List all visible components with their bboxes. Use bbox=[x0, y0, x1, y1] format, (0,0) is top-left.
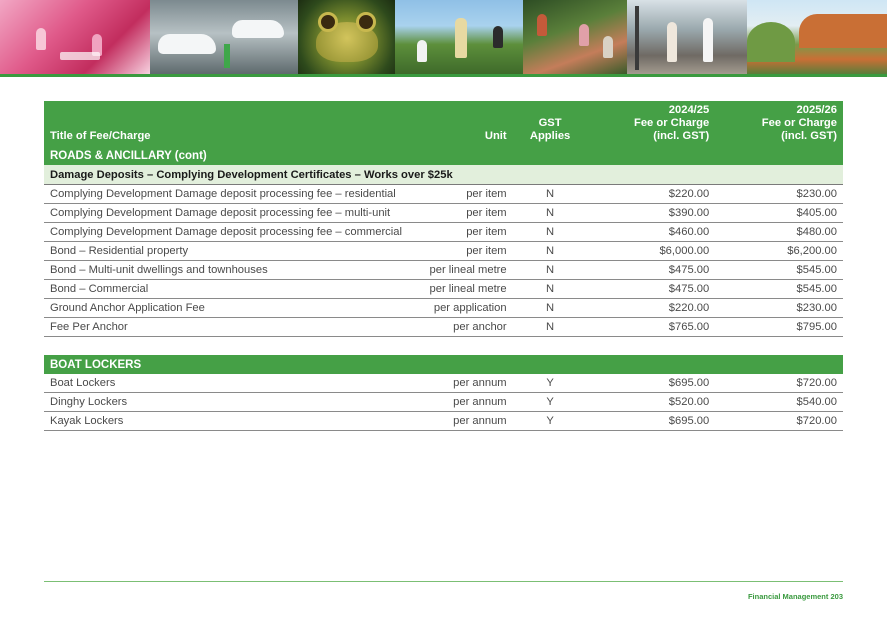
fee-title-cell: Ground Anchor Application Fee bbox=[44, 299, 413, 318]
gst-cell: N bbox=[513, 261, 588, 280]
section-heading-row bbox=[44, 146, 843, 165]
fee-2024-25-cell: $520.00 bbox=[588, 393, 716, 412]
car-shape bbox=[232, 20, 284, 38]
header-fee-2025-26: 2025/26 Fee or Charge (incl. GST) bbox=[715, 101, 843, 146]
tower-blocks-shape bbox=[455, 18, 467, 58]
children-reading-photo bbox=[0, 0, 150, 74]
fee-2025-26-cell: $230.00 bbox=[715, 299, 843, 318]
subsection-heading: Damage Deposits – Complying Development Certificates – Works over $25k bbox=[44, 165, 843, 185]
child-figure bbox=[36, 28, 46, 50]
section-heading: ROADS & ANCILLARY (cont) bbox=[44, 146, 843, 165]
fee-2025-26-cell: $720.00 bbox=[715, 374, 843, 393]
gst-cell: N bbox=[513, 223, 588, 242]
unit-cell: per lineal metre bbox=[413, 261, 513, 280]
header-gst: GST Applies bbox=[513, 101, 588, 146]
building-shape bbox=[799, 14, 887, 48]
fee-2024-25-cell: $220.00 bbox=[588, 185, 716, 204]
fee-2025-26-cell: $405.00 bbox=[715, 204, 843, 223]
gst-cell: N bbox=[513, 318, 588, 337]
fee-2024-25-cell: $475.00 bbox=[588, 261, 716, 280]
gst-cell: Y bbox=[513, 393, 588, 412]
adult-figure bbox=[493, 26, 503, 48]
unit-cell: per application bbox=[413, 299, 513, 318]
header-title: Title of Fee/Charge bbox=[44, 101, 413, 146]
table-row bbox=[44, 204, 843, 223]
table-row bbox=[44, 393, 843, 412]
tree-shape bbox=[747, 22, 795, 62]
table-row bbox=[44, 223, 843, 242]
section-spacer bbox=[44, 337, 843, 356]
unit-cell: per annum bbox=[413, 393, 513, 412]
table-row bbox=[44, 374, 843, 393]
section-heading: BOAT LOCKERS bbox=[44, 355, 843, 374]
gst-cell: N bbox=[513, 185, 588, 204]
fee-2025-26-cell: $720.00 bbox=[715, 412, 843, 431]
table-row bbox=[44, 412, 843, 431]
fee-2025-26-cell: $795.00 bbox=[715, 318, 843, 337]
gst-cell: N bbox=[513, 242, 588, 261]
unit-cell: per item bbox=[413, 242, 513, 261]
gst-cell: Y bbox=[513, 374, 588, 393]
fee-2024-25-cell: $765.00 bbox=[588, 318, 716, 337]
community-gardening-photo bbox=[523, 0, 627, 74]
street-walkers-photo bbox=[627, 0, 747, 74]
child-figure bbox=[417, 40, 427, 62]
frog-eye-shape bbox=[318, 12, 338, 32]
fees-table bbox=[44, 101, 843, 431]
book-shape bbox=[60, 52, 100, 60]
unit-cell: per lineal metre bbox=[413, 280, 513, 299]
table-row bbox=[44, 242, 843, 261]
fee-2025-26-cell: $480.00 bbox=[715, 223, 843, 242]
unit-cell: per item bbox=[413, 223, 513, 242]
pole-shape bbox=[635, 6, 639, 70]
table-header bbox=[44, 101, 843, 146]
fee-title-cell: Bond – Commercial bbox=[44, 280, 413, 299]
gst-cell: N bbox=[513, 280, 588, 299]
fee-title-cell: Complying Development Damage deposit processing fee – residential bbox=[44, 185, 413, 204]
fee-title-cell: Fee Per Anchor bbox=[44, 318, 413, 337]
table-row bbox=[44, 299, 843, 318]
table-row bbox=[44, 261, 843, 280]
unit-cell: per item bbox=[413, 204, 513, 223]
fee-2025-26-cell: $545.00 bbox=[715, 261, 843, 280]
header-unit: Unit bbox=[413, 101, 513, 146]
fee-title-cell: Complying Development Damage deposit processing fee – commercial bbox=[44, 223, 413, 242]
fee-2024-25-cell: $475.00 bbox=[588, 280, 716, 299]
person-figure bbox=[603, 36, 613, 58]
fee-title-cell: Complying Development Damage deposit processing fee – multi-unit bbox=[44, 204, 413, 223]
electric-car-charging-photo bbox=[150, 0, 298, 74]
fee-title-cell: Kayak Lockers bbox=[44, 412, 413, 431]
fee-2024-25-cell: $695.00 bbox=[588, 412, 716, 431]
unit-cell: per item bbox=[413, 185, 513, 204]
fee-2024-25-cell: $6,000.00 bbox=[588, 242, 716, 261]
table-row bbox=[44, 280, 843, 299]
gst-cell: N bbox=[513, 204, 588, 223]
header-fee-2024-25: 2024/25 Fee or Charge (incl. GST) bbox=[588, 101, 716, 146]
fee-title-cell: Bond – Multi-unit dwellings and townhouses bbox=[44, 261, 413, 280]
outdoor-building-photo bbox=[747, 0, 887, 74]
footer-divider bbox=[44, 581, 843, 582]
frog-eye-shape bbox=[356, 12, 376, 32]
section-roads-ancillary bbox=[44, 146, 843, 337]
gst-cell: N bbox=[513, 299, 588, 318]
unit-cell: per anchor bbox=[413, 318, 513, 337]
fee-2025-26-cell: $545.00 bbox=[715, 280, 843, 299]
photo-banner bbox=[0, 0, 887, 74]
gst-cell: Y bbox=[513, 412, 588, 431]
subsection-heading-row bbox=[44, 165, 843, 185]
fee-title-cell: Boat Lockers bbox=[44, 374, 413, 393]
person-figure bbox=[667, 22, 677, 62]
unit-cell: per annum bbox=[413, 374, 513, 393]
car-shape bbox=[158, 34, 216, 54]
table-row bbox=[44, 185, 843, 204]
fee-2025-26-cell: $540.00 bbox=[715, 393, 843, 412]
page-footer: Financial Management 203 bbox=[747, 592, 843, 601]
unit-cell: per annum bbox=[413, 412, 513, 431]
fee-title-cell: Bond – Residential property bbox=[44, 242, 413, 261]
family-park-play-photo bbox=[395, 0, 523, 74]
person-figure bbox=[703, 18, 713, 62]
fee-2024-25-cell: $460.00 bbox=[588, 223, 716, 242]
fee-2025-26-cell: $230.00 bbox=[715, 185, 843, 204]
section-boat-lockers bbox=[44, 355, 843, 431]
frog-photo bbox=[298, 0, 395, 74]
fee-2024-25-cell: $390.00 bbox=[588, 204, 716, 223]
fee-2024-25-cell: $220.00 bbox=[588, 299, 716, 318]
charger-shape bbox=[224, 44, 230, 68]
section-heading-row bbox=[44, 355, 843, 374]
fee-2025-26-cell: $6,200.00 bbox=[715, 242, 843, 261]
fee-title-cell: Dinghy Lockers bbox=[44, 393, 413, 412]
person-figure bbox=[579, 24, 589, 46]
fee-2024-25-cell: $695.00 bbox=[588, 374, 716, 393]
person-figure bbox=[537, 14, 547, 36]
banner-divider bbox=[0, 74, 887, 77]
table-row bbox=[44, 318, 843, 337]
